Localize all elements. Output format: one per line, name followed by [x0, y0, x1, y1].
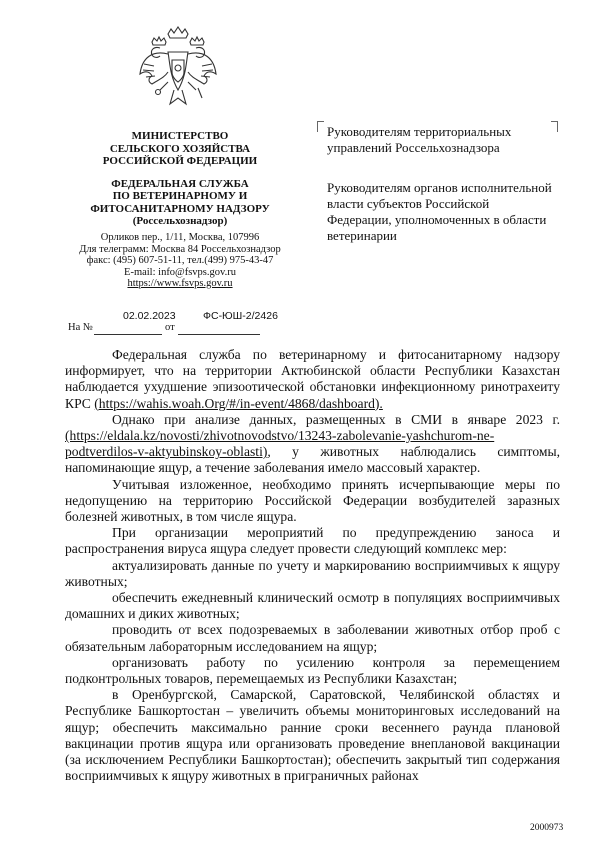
measure-item: обеспечить ежедневный клинический осмотр в популяциях восприимчивых домашних и диких животных; — [65, 590, 560, 622]
paragraph: При организации мероприятий по предупреждению заноса и распространения вируса ящура следует провести следующий комплекс мер: — [65, 525, 560, 557]
service-line: ФЕДЕРАЛЬНАЯ СЛУЖБА — [111, 177, 249, 190]
measure-item: актуализировать данные по учету и маркированию восприимчивых к ящуру животных; — [65, 557, 560, 589]
registration-block — [68, 306, 308, 336]
ministry-line: РОССИЙСКОЙ ФЕДЕРАЦИИ — [102, 155, 258, 167]
eldala-link[interactable]: (https://eldala.kz/novosti/zhivotnovodstvo/13243-zabolevanie-yashchurom-ne-podtverdilos-v-aktyubinskoy-oblasti) — [65, 428, 495, 460]
recipient-corner-mark — [317, 121, 324, 132]
reference-number-label: На № — [68, 322, 93, 333]
letter-body — [65, 347, 560, 784]
paragraph: Учитывая изложенное, необходимо принять исчерпывающие меры по недопущению на территорию Российской Федерации возбудителей заразных болезней животных, в том числе ящура. — [65, 476, 560, 525]
paragraph-text: Федеральная служба по ветеринарному и фитосанитарному надзору информирует, что на территории Актюбинской области Республики Казахстан наблюдается ухудшение эпизоотической обстановки инфекционному ринотрахеиту КРС — [65, 347, 560, 411]
recipient: Руководителям органов исполнительной власти субъектов Российской Федерации, уполномоченных в области ветеринарии — [327, 180, 552, 243]
address-line: Орликов пер., 1/11, Москва, 107996 — [100, 232, 260, 243]
reference-number-line — [94, 334, 162, 335]
sender-heading — [60, 130, 300, 228]
ministry-line: МИНИСТЕРСТВО — [131, 130, 229, 142]
recipient: Руководителям территориальных управлений Россельхознадзора — [327, 124, 512, 155]
address-line: факс: (495) 607-51-11, тел.(499) 975-43-47 — [86, 255, 274, 266]
ministry-line: СЕЛЬСКОГО ХОЗЯЙСТВА — [109, 142, 251, 155]
registration-number: ФС-ЮШ-2/2426 — [203, 310, 278, 322]
service-line: ПО ВЕТЕРИНАРНОМУ И — [112, 190, 248, 202]
paragraph-text: Однако при анализе данных, размещенных в СМИ в январе 2023 г. — [112, 411, 560, 427]
measure-item: в Оренбургской, Самарской, Саратовской, Челябинской областях и Республике Башкортостан – увеличить объемы мониторинговых исследований на ящур; обеспечить максимально ранние сроки весеннего раунда плановой вакцинации против ящура или организовать проведение внеплановой вакцинации (за исключением Республики Башкортостан); обеспечить закрытый тип содержания восприимчивых к ящуру животных в приграничных районах — [65, 687, 560, 784]
recipients-block — [327, 124, 557, 268]
registration-date: 02.02.2023 — [123, 310, 176, 322]
reference-date-line — [178, 334, 260, 335]
address-line: Для телеграмм: Москва 84 Россельхознадзор — [79, 243, 281, 255]
sender-address — [60, 232, 300, 290]
reference-date-label: от — [165, 322, 175, 333]
paragraph — [65, 347, 560, 412]
woah-link[interactable]: (https://wahis.woah.Org/#/in-event/4868/dashboard). — [94, 395, 383, 411]
website-link[interactable]: https://www.fsvps.gov.ru — [127, 278, 233, 289]
paragraph-text: , у животных наблюдались симптомы, напоминающие ящур, а течение заболевания имело массовый характер. — [65, 444, 560, 476]
measure-item: проводить от всех подозреваемых в заболевании животных отбор проб с обязательным лабораторным исследованием на ящур; — [65, 622, 560, 654]
measure-item: организовать работу по усилению контроля за перемещением подконтрольных товаров, перемещаемых из Республики Казахстан; — [65, 654, 560, 687]
paragraph — [65, 412, 560, 477]
service-abbrev: (Россельхознадзор) — [132, 215, 228, 227]
coat-of-arms-emblem — [138, 24, 218, 112]
document-code: 2000973 — [530, 823, 564, 833]
email-line: E-mail: info@fsvps.gov.ru — [124, 266, 236, 278]
service-line: ФИТОСАНИТАРНОМУ НАДЗОРУ — [90, 202, 270, 215]
